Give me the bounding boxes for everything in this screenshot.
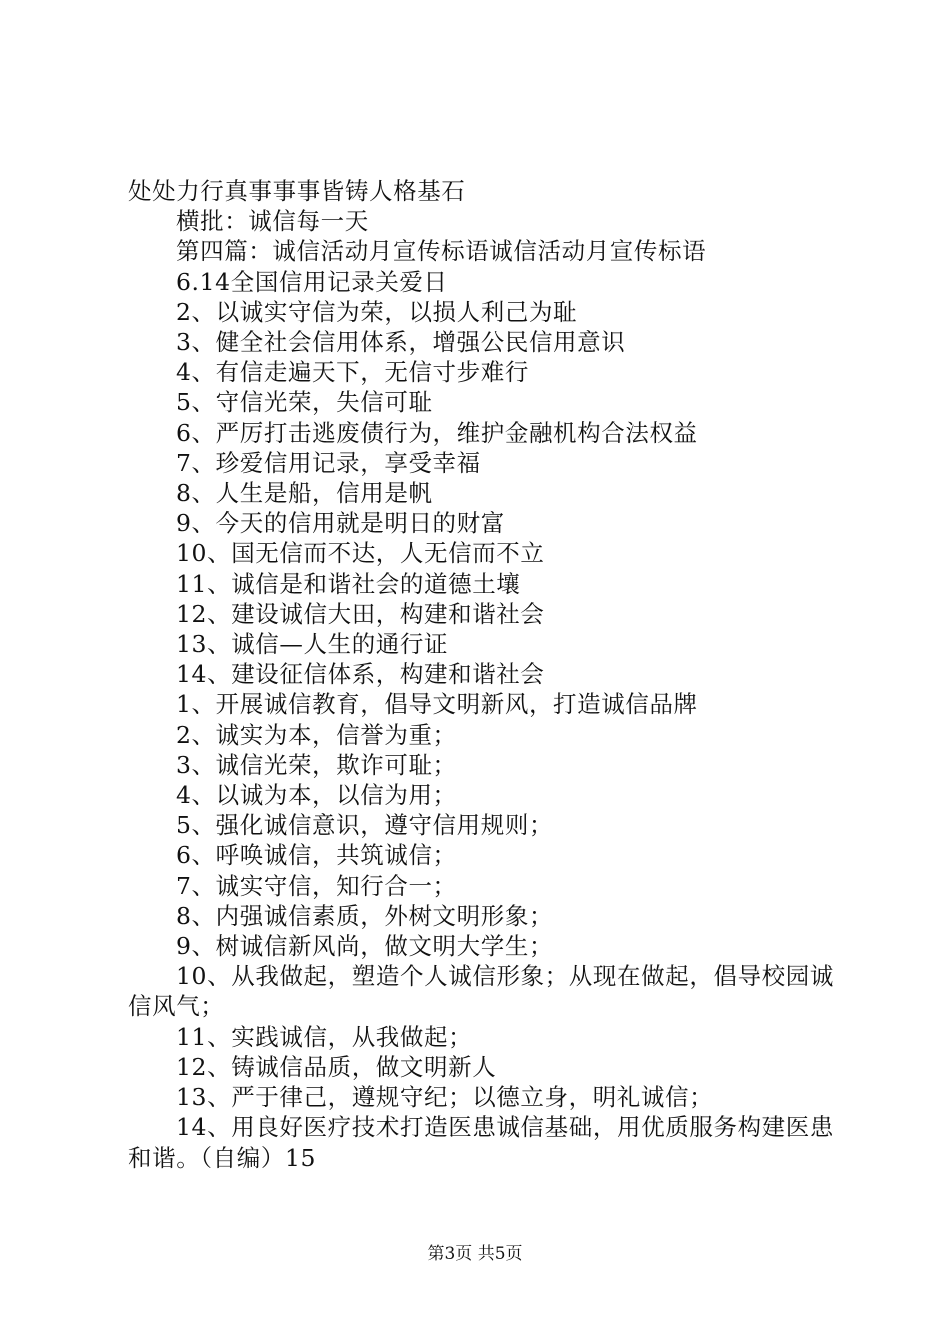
list-item: 8、内强诚信素质，外树文明形象； xyxy=(176,901,554,930)
list-item: 2、以诚实守信为荣，以损人利己为耻 xyxy=(176,297,578,326)
list-item: 3、诚信光荣，欺诈可耻； xyxy=(176,750,457,779)
list-item: 12、建设诚信大田，构建和谐社会 xyxy=(176,599,545,628)
text-line: 横批：诚信每一天 xyxy=(176,207,369,236)
list-item: 9、树诚信新风尚，做文明大学生； xyxy=(176,932,554,961)
list-item: 14、建设征信体系，构建和谐社会 xyxy=(176,660,545,689)
list-item: 7、珍爱信用记录，享受幸福 xyxy=(176,448,481,477)
list-item: 5、守信光荣，失信可耻 xyxy=(176,388,433,417)
list-item: 4、以诚为本，以信为用； xyxy=(176,781,457,810)
list-item: 12、铸诚信品质，做文明新人 xyxy=(176,1052,497,1081)
list-item: 6、呼唤诚信，共筑诚信； xyxy=(176,841,457,870)
list-item: 14、用良好医疗技术打造医患诚信基础，用优质服务构建医患和谐。（自编）15 xyxy=(128,1113,834,1172)
section-heading: 第四篇：诚信活动月宣传标语诚信活动月宣传标语 xyxy=(176,237,707,266)
list-item: 4、有信走遍天下，无信寸步难行 xyxy=(176,358,529,387)
text-line: 6.14全国信用记录关爱日 xyxy=(176,267,448,296)
list-item: 9、今天的信用就是明日的财富 xyxy=(176,509,505,538)
list-item: 10、国无信而不达，人无信而不立 xyxy=(176,539,545,568)
list-item: 8、人生是船，信用是帆 xyxy=(176,479,433,508)
document-body xyxy=(128,176,834,1173)
text-line: 处处力行真事事事皆铸人格基石 xyxy=(128,177,466,205)
list-item: 11、实践诚信，从我做起； xyxy=(176,1022,473,1051)
page-footer xyxy=(0,1243,950,1265)
list-item: 10、从我做起，塑造个人诚信形象；从现在做起，倡导校园诚信风气； xyxy=(128,962,834,1021)
list-item: 13、诚信—人生的通行证 xyxy=(176,630,449,659)
page-number: 第3页 共5页 xyxy=(427,1244,523,1264)
list-item: 11、诚信是和谐社会的道德土壤 xyxy=(176,569,521,598)
list-item: 6、严厉打击逃废债行为，维护金融机构合法权益 xyxy=(176,418,698,447)
list-item: 1、开展诚信教育，倡导文明新风，打造诚信品牌 xyxy=(176,690,698,719)
list-item: 5、强化诚信意识，遵守信用规则； xyxy=(176,811,554,840)
list-item: 2、诚实为本，信誉为重； xyxy=(176,720,457,749)
list-item: 7、诚实守信，知行合一； xyxy=(176,871,457,900)
list-item: 3、健全社会信用体系，增强公民信用意识 xyxy=(176,328,626,357)
list-item: 13、严于律己，遵规守纪；以德立身，明礼诚信； xyxy=(176,1083,714,1112)
